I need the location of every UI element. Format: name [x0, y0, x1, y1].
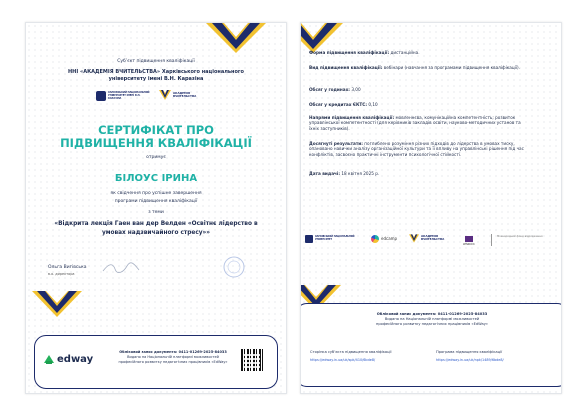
footer-line3: професійного розвитку педагогічних працівників «EdWay» — [376, 322, 488, 326]
partners-logos-row — [305, 233, 557, 247]
winrock-logo-icon — [465, 236, 473, 242]
edway-logo-icon — [43, 354, 55, 366]
partner-kharkiv: ХАРКІВСЬКИЙ НАЦІОНАЛЬНИЙ УНІВЕРСИТЕТ — [315, 235, 355, 241]
org-name-line2: університету імені В.Н. Каразіна — [108, 76, 204, 82]
kharkiv-university-logo-text: ХАРКІВСЬКИЙ НАЦІОНАЛЬНИЙ УНІВЕРСИТЕТ ІМЕНІ В.Н. КАРАЗІНА — [108, 91, 150, 100]
footer-text — [103, 350, 243, 365]
recipient-name: БІЛОУС ІРИНА — [114, 173, 198, 184]
detail-row-credits: Обсяг у кредитах ЄКТС: 0,10 — [309, 102, 378, 107]
partner-renaissance: Міжнародний фонд відродження — [497, 235, 543, 238]
logos-row — [96, 89, 216, 103]
certificate-front-page — [25, 22, 287, 394]
footer-line2: Видано на Національній платформі можливостей — [384, 317, 480, 321]
subject-label: Суб’єкт підвищення кваліфікації — [117, 59, 195, 64]
provider-page-label: Сторінка суб’єкта підвищення кваліфікації — [310, 350, 392, 354]
footer-box — [34, 335, 278, 389]
footer-line3: професійного розвитку педагогічних працівників «EdWay» — [118, 360, 228, 364]
partners-divider — [491, 234, 492, 246]
stamp-seal-icon — [222, 255, 246, 279]
partner-winrock: WINROCK — [463, 243, 475, 246]
partner-academy: АКАДЕМІЯ ВЧИТЕЛЬСТВА — [421, 234, 445, 242]
academy-partner-icon — [409, 234, 419, 243]
detail-row-directions: Напрями підвищення кваліфікації: мовленнєва, комунікаційна компетентність; розвиток управлінської компетентності (для керівників закладів освіти, науково-методичних установ та їхніх заступників). — [309, 115, 521, 131]
received-label: отримує — [146, 155, 166, 160]
program-link[interactable]: https://edway.in.ua/uk/npk/1489/6bde8/ — [436, 358, 504, 362]
certificate-back-page — [300, 22, 562, 394]
document-record-id: Обліковий запис документа: 0411-01269-2025-84033 — [119, 350, 227, 354]
topic-line2: умовах надзвичайного стресу»» — [101, 230, 211, 236]
chevron-decoration — [300, 23, 343, 53]
detail-row-date: Дата видачі: 18 квітня 2025 р. — [309, 171, 380, 176]
detail-row-form: Форма підвищення кваліфікації: дистанційна. — [309, 50, 420, 55]
topic-line1: «Відкрита лекція Гаен ван дер Велден «Освітнє лідерство в — [54, 221, 258, 227]
detail-row-results: Досягнуті результати: поглиблено розуміння різних підходів до лідерства в умовах тиску, опановано навички аналізу організаційної культури та її впливу на управлінські рішення під час конфліктів, засвоєно практичні інструменти психологічної стійкості. — [309, 141, 524, 157]
footer-line2: Видано на Національній платформі можливостей — [127, 355, 219, 359]
kharkiv-university-logo-icon — [96, 91, 106, 101]
confirmation-line1: як свідчення про успішне завершення — [110, 191, 202, 196]
edway-brand: edway — [57, 354, 94, 365]
footer-text — [300, 312, 562, 327]
signature-icon — [101, 261, 141, 275]
footer-box — [300, 303, 562, 387]
kharkiv-partner-icon — [305, 235, 313, 243]
document-record-id: Обліковий запис документа: 0411-01269-2025-84033 — [376, 312, 488, 316]
detail-row-hours: Обсяг у годинах: 3,00 — [309, 87, 361, 92]
confirmation-line2: програми підвищення кваліфікації — [114, 199, 198, 204]
provider-page-link[interactable]: https://edway.in.ua/uk/spk/410/6bde8/ — [310, 358, 376, 362]
certificate-title-line1: СЕРТИФІКАТ ПРО — [98, 123, 214, 137]
org-name-line1: ННІ «АКАДЕМІЯ ВЧИТЕЛЬСТВА» Харківського національного — [68, 69, 244, 75]
certificate-title-line2: ПІДВИЩЕННЯ КВАЛІФІКАЦІЇ — [60, 136, 252, 150]
academy-logo-icon — [159, 90, 171, 100]
signer-name: Ольга Вигівська — [48, 265, 87, 270]
topic-label: з теми — [148, 210, 164, 215]
partner-edcamp: edcamp — [381, 236, 398, 241]
academy-logo-text: АКАДЕМІЯ ВЧИТЕЛЬСТВА — [173, 91, 197, 99]
signer-role: в.о. директора — [48, 272, 75, 276]
edcamp-logo-icon — [371, 235, 379, 243]
qr-code-icon[interactable] — [241, 349, 263, 371]
chevron-decoration — [206, 23, 266, 53]
chevron-decoration-bottom — [32, 291, 82, 317]
detail-row-type: Вид підвищення кваліфікації: вебінари (навчання за програмами підвищення кваліфікації). — [309, 65, 520, 70]
program-label: Програма підвищення кваліфікації — [436, 350, 503, 354]
